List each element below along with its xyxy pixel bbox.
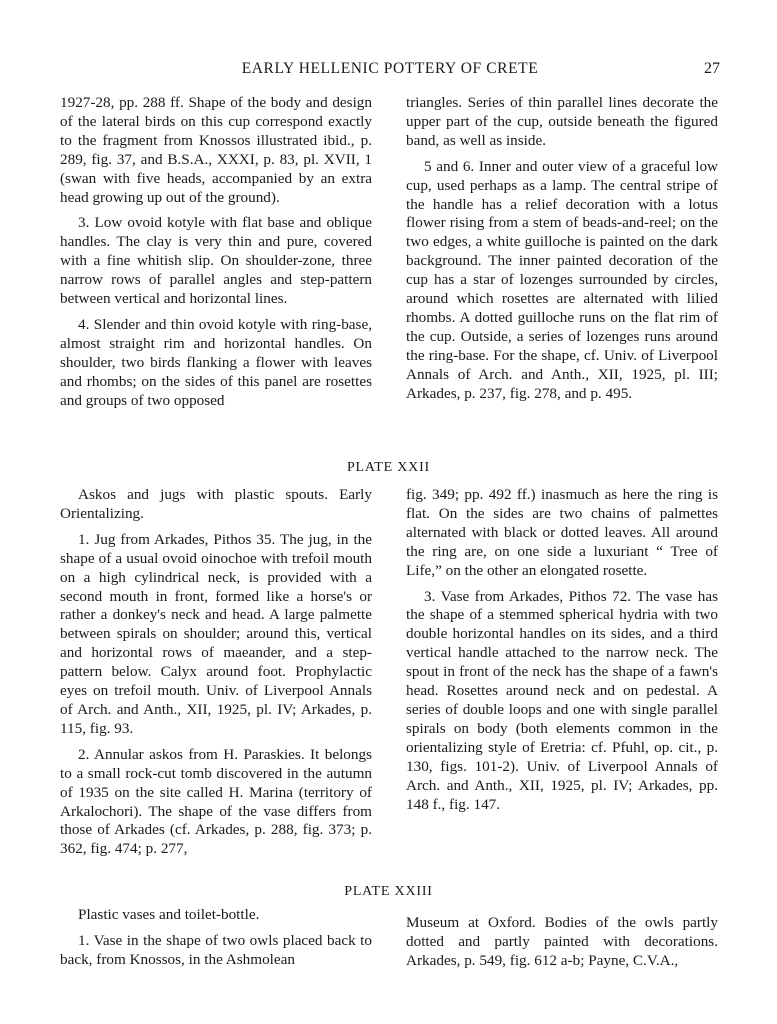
plate23-right-column xyxy=(406,914,718,971)
page-number: 27 xyxy=(704,60,720,77)
top-right-column xyxy=(406,94,718,404)
paragraph: 3. Vase from Arkades, Pithos 72. The vase has the shape of a stemmed spherical hydria with two double horizontal handles on its sides, and a third vertical handle attached to the narrow neck. The spout in front of the neck has the shape of a fawn's head. Rosettes around neck and on pedestal. A series of double loops and one with single parallel spirals on body (both elements common in the orientalizing style of Eretria: cf. Pfuhl, op. cit., p. 130, figs. 101-2). Univ. of Liverpool Annals of Arch. and Anth., XII, 1925, pl. IV; Arkades, pp. 148 f., fig. 147. xyxy=(406,587,718,813)
paragraph: triangles. Series of thin parallel lines decorate the upper part of the cup, outside beneath the figured band, as well as inside. xyxy=(406,94,718,149)
plate23-left-column xyxy=(60,906,372,970)
paragraph: 5 and 6. Inner and outer view of a graceful low cup, used perhaps as a lamp. The central stripe of the handle has a relief decoration with a lotus flower rising from a stem of beads-and-reel; on the two edges, a white guilloche is painted on the dark background. The inner painted decoration of the cup has a star of lozenges surrounded by circles, around which rosettes are alternated with lilied rhombs. A dotted guilloche runs on the flat rim of the cup. Outside, a series of lozenges runs around the ring-base. For the shape, cf. Univ. of Liverpool Annals of Arch. and Anth., XII, 1925, pl. III; Arkades, p. 237, fig. 278, and p. 495. xyxy=(406,157,718,402)
running-title: EARLY HELLENIC POTTERY OF CRETE xyxy=(241,60,539,77)
top-left-column xyxy=(60,94,372,411)
running-header xyxy=(60,60,720,82)
paragraph: 3. Low ovoid kotyle with flat base and oblique handles. The clay is very thin and pure, covered with a fine whitish slip. On shoulder-zone, three narrow rows of parallel angles and step-pattern between vertical and horizontal lines. xyxy=(60,214,372,308)
paragraph: fig. 349; pp. 492 ff.) inasmuch as here the ring is flat. On the sides are two chains of palmettes alternated with black or dotted leaves. All around the ring are, on one side a luxuriant “ Tree of Life,” on the other an elongated rosette. xyxy=(406,486,718,579)
paragraph: 1927-28, pp. 288 ff. Shape of the body and design of the lateral birds on this cup correspond exactly to the fragment from Knossos illustrated ibid., p. 289, fig. 37, and B.S.A., XXXI, p. 83, pl. XVII, 1 (swan with five heads, accompanied by an extra head growing up out of the ground). xyxy=(60,94,372,206)
plate22-left-column xyxy=(60,486,372,859)
paragraph: Plastic vases and toilet-bottle. xyxy=(78,906,260,923)
paragraph: Askos and jugs with plastic spouts. Early Orientalizing. xyxy=(60,486,372,522)
paragraph: 2. Annular askos from H. Paraskies. It belongs to a small rock-cut tomb discovered in the autumn of 1935 on the site called H. Marina (territory of Arkalochori). The shape of the vase differs from those of Arkades (cf. Arkades, p. 288, fig. 373; p. 362, fig. 474; p. 277, xyxy=(60,745,372,858)
paragraph: 1. Vase in the shape of two owls placed back to back, from Knossos, in the Ashmolean xyxy=(60,931,372,968)
paragraph: 1. Jug from Arkades, Pithos 35. The jug, in the shape of a usual ovoid oinochoe with trefoil mouth on a high cylindrical neck, is provided with a second mouth in front, formed like a horse's or rather a donkey's neck and head. A large palmette between spirals on shoulder; around this, vertical and horizontal rows of maeander, and a step-pattern below. Calyx around foot. Prophylactic eyes on trefoil mouth. Univ. of Liverpool Annals of Arch. and Anth., XII, 1925, pl. IV; Arkades, p. 115, fig. 93. xyxy=(60,530,372,737)
plate-heading: PLATE XXII xyxy=(346,460,431,475)
plate-heading: PLATE XXIII xyxy=(344,884,433,899)
paragraph: Museum at Oxford. Bodies of the owls partly dotted and partly painted with decorations. Arkades, p. 549, fig. 612 a-b; Payne, C.V.A., xyxy=(406,914,718,969)
plate22-right-column xyxy=(406,486,718,814)
paragraph: 4. Slender and thin ovoid kotyle with ring-base, almost straight rim and horizontal handles. On shoulder, two birds flanking a flower with leaves and rhombs; on the sides of this panel are rosettes and groups of two opposed xyxy=(60,315,372,409)
